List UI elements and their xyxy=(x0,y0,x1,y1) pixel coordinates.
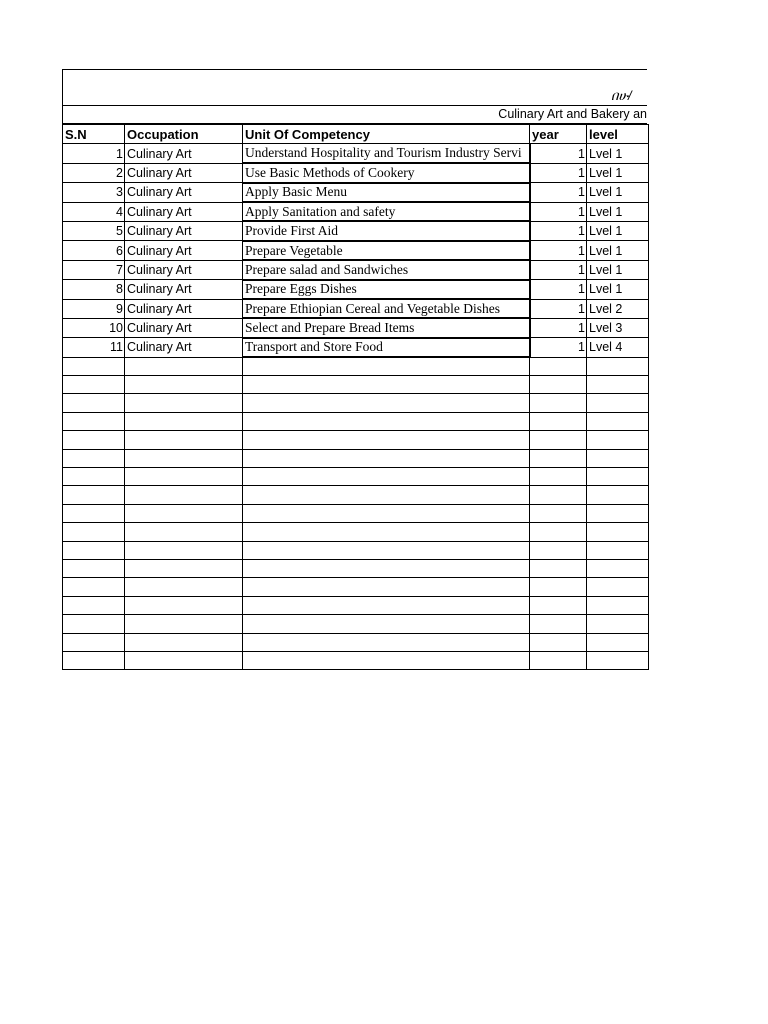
empty-cell[interactable] xyxy=(530,596,587,614)
empty-cell[interactable] xyxy=(63,449,125,467)
empty-cell[interactable] xyxy=(63,431,125,449)
empty-cell[interactable] xyxy=(125,468,243,486)
empty-row xyxy=(63,504,649,522)
empty-cell[interactable] xyxy=(125,376,243,394)
empty-cell[interactable] xyxy=(243,394,530,412)
empty-cell[interactable] xyxy=(530,633,587,651)
empty-cell[interactable] xyxy=(243,559,530,577)
empty-cell[interactable] xyxy=(530,394,587,412)
table-row xyxy=(63,202,649,221)
header-row xyxy=(63,125,649,144)
empty-row xyxy=(63,651,649,669)
cell-occupation[interactable]: Culinary Art xyxy=(125,241,243,260)
cell-unit[interactable]: Prepare Vegetable xyxy=(243,241,530,260)
cell-unit[interactable]: Apply Basic Menu xyxy=(243,183,530,202)
cell-occupation[interactable]: Culinary Art xyxy=(125,260,243,279)
cell-year[interactable]: 1 xyxy=(530,318,587,337)
table-row xyxy=(63,241,649,260)
empty-cell[interactable] xyxy=(587,449,649,467)
empty-row xyxy=(63,486,649,504)
cell-sn[interactable]: 2 xyxy=(63,163,125,182)
empty-cell[interactable] xyxy=(530,468,587,486)
cell-level[interactable]: Lvel 2 xyxy=(587,299,649,318)
empty-cell[interactable] xyxy=(125,486,243,504)
subtitle-row xyxy=(62,106,647,124)
empty-cell[interactable] xyxy=(125,541,243,559)
cell-occupation[interactable]: Culinary Art xyxy=(125,280,243,299)
empty-cell[interactable] xyxy=(243,633,530,651)
spreadsheet xyxy=(62,69,647,670)
column-header-level[interactable]: level xyxy=(587,125,649,144)
empty-cell[interactable] xyxy=(125,431,243,449)
empty-cell[interactable] xyxy=(63,651,125,669)
empty-cell[interactable] xyxy=(530,615,587,633)
empty-cell[interactable] xyxy=(530,541,587,559)
empty-row xyxy=(63,596,649,614)
empty-cell[interactable] xyxy=(243,596,530,614)
competency-table xyxy=(62,124,649,670)
cell-occupation[interactable]: Culinary Art xyxy=(125,221,243,240)
empty-cell[interactable] xyxy=(530,376,587,394)
empty-row xyxy=(63,376,649,394)
cell-sn[interactable]: 8 xyxy=(63,280,125,299)
empty-cell[interactable] xyxy=(530,357,587,375)
empty-cell[interactable] xyxy=(63,394,125,412)
cell-sn[interactable]: 1 xyxy=(63,144,125,163)
cell-occupation[interactable]: Culinary Art xyxy=(125,338,243,357)
empty-row xyxy=(63,578,649,596)
empty-cell[interactable] xyxy=(530,412,587,430)
cell-year[interactable]: 1 xyxy=(530,202,587,221)
cell-unit[interactable]: Provide First Aid xyxy=(243,221,530,240)
cell-occupation[interactable]: Culinary Art xyxy=(125,299,243,318)
empty-cell[interactable] xyxy=(63,615,125,633)
cell-occupation[interactable]: Culinary Art xyxy=(125,202,243,221)
empty-cell[interactable] xyxy=(125,412,243,430)
cell-year[interactable]: 1 xyxy=(530,163,587,182)
empty-cell[interactable] xyxy=(243,523,530,541)
cell-level[interactable]: Lvel 1 xyxy=(587,163,649,182)
cell-unit[interactable]: Select and Prepare Bread Items xyxy=(243,318,530,337)
empty-row xyxy=(63,412,649,430)
cell-level[interactable]: Lvel 1 xyxy=(587,202,649,221)
empty-cell[interactable] xyxy=(243,431,530,449)
empty-cell[interactable] xyxy=(243,357,530,375)
cell-year[interactable]: 1 xyxy=(530,144,587,163)
empty-cell[interactable] xyxy=(530,486,587,504)
empty-cell[interactable] xyxy=(63,376,125,394)
empty-cell[interactable] xyxy=(587,431,649,449)
empty-cell[interactable] xyxy=(125,633,243,651)
empty-row xyxy=(63,559,649,577)
empty-cell[interactable] xyxy=(63,633,125,651)
empty-cell[interactable] xyxy=(587,578,649,596)
cell-sn[interactable]: 5 xyxy=(63,221,125,240)
empty-cell[interactable] xyxy=(125,596,243,614)
empty-cell[interactable] xyxy=(63,523,125,541)
empty-cell[interactable] xyxy=(243,376,530,394)
empty-cell[interactable] xyxy=(587,523,649,541)
empty-cell[interactable] xyxy=(587,376,649,394)
empty-row xyxy=(63,394,649,412)
empty-cell[interactable] xyxy=(587,615,649,633)
empty-cell[interactable] xyxy=(125,357,243,375)
empty-cell[interactable] xyxy=(63,559,125,577)
table-row xyxy=(63,299,649,318)
cell-level[interactable]: Lvel 3 xyxy=(587,318,649,337)
column-header-sn[interactable]: S.N xyxy=(63,125,125,144)
empty-cell[interactable] xyxy=(63,357,125,375)
empty-cell[interactable] xyxy=(243,541,530,559)
cell-unit[interactable]: Understand Hospitality and Tourism Industry Servi xyxy=(243,144,530,163)
empty-cell[interactable] xyxy=(125,559,243,577)
cell-level[interactable]: Lvel 1 xyxy=(587,241,649,260)
empty-row xyxy=(63,468,649,486)
column-header-year[interactable]: year xyxy=(530,125,587,144)
empty-cell[interactable] xyxy=(63,468,125,486)
empty-cell[interactable] xyxy=(243,412,530,430)
table-row xyxy=(63,144,649,163)
table-row xyxy=(63,183,649,202)
empty-cell[interactable] xyxy=(125,504,243,522)
empty-cell[interactable] xyxy=(243,449,530,467)
empty-cell[interactable] xyxy=(125,523,243,541)
empty-cell[interactable] xyxy=(587,357,649,375)
empty-row xyxy=(63,541,649,559)
empty-row xyxy=(63,523,649,541)
amharic-title-fragment: በሁ/ xyxy=(611,88,632,103)
cell-occupation[interactable]: Culinary Art xyxy=(125,183,243,202)
sheet-subtitle: Culinary Art and Bakery an xyxy=(498,107,647,121)
table-row xyxy=(63,163,649,182)
cell-sn[interactable]: 3 xyxy=(63,183,125,202)
cell-level[interactable]: Lvel 1 xyxy=(587,280,649,299)
empty-cell[interactable] xyxy=(587,504,649,522)
empty-cell[interactable] xyxy=(243,504,530,522)
empty-cell[interactable] xyxy=(587,486,649,504)
cell-year[interactable]: 1 xyxy=(530,280,587,299)
cell-sn[interactable]: 11 xyxy=(63,338,125,357)
column-header-unit[interactable]: Unit Of Competency xyxy=(243,125,530,144)
cell-sn[interactable]: 6 xyxy=(63,241,125,260)
empty-cell[interactable] xyxy=(125,394,243,412)
empty-cell[interactable] xyxy=(125,651,243,669)
cell-year[interactable]: 1 xyxy=(530,338,587,357)
cell-sn[interactable]: 9 xyxy=(63,299,125,318)
cell-unit[interactable]: Transport and Store Food xyxy=(243,338,530,357)
empty-cell[interactable] xyxy=(587,412,649,430)
cell-unit[interactable]: Prepare Eggs Dishes xyxy=(243,280,530,299)
cell-unit[interactable]: Prepare salad and Sandwiches xyxy=(243,260,530,279)
empty-cell[interactable] xyxy=(63,486,125,504)
cell-level[interactable]: Lvel 4 xyxy=(587,338,649,357)
column-header-occupation[interactable]: Occupation xyxy=(125,125,243,144)
empty-row xyxy=(63,615,649,633)
empty-cell[interactable] xyxy=(243,486,530,504)
empty-cell[interactable] xyxy=(530,431,587,449)
empty-cell[interactable] xyxy=(125,449,243,467)
empty-row xyxy=(63,449,649,467)
empty-cell[interactable] xyxy=(530,651,587,669)
empty-cell[interactable] xyxy=(587,394,649,412)
empty-cell[interactable] xyxy=(530,559,587,577)
empty-cell[interactable] xyxy=(243,468,530,486)
cell-year[interactable]: 1 xyxy=(530,299,587,318)
cell-level[interactable]: Lvel 1 xyxy=(587,144,649,163)
empty-cell[interactable] xyxy=(587,468,649,486)
empty-cell[interactable] xyxy=(530,504,587,522)
table-row xyxy=(63,221,649,240)
empty-cell[interactable] xyxy=(587,651,649,669)
cell-unit[interactable]: Use Basic Methods of Cookery xyxy=(243,163,530,182)
cell-sn[interactable]: 7 xyxy=(63,260,125,279)
cell-occupation[interactable]: Culinary Art xyxy=(125,163,243,182)
empty-row xyxy=(63,633,649,651)
empty-cell[interactable] xyxy=(587,541,649,559)
empty-cell[interactable] xyxy=(587,633,649,651)
empty-cell[interactable] xyxy=(63,412,125,430)
empty-cell[interactable] xyxy=(63,541,125,559)
cell-year[interactable]: 1 xyxy=(530,260,587,279)
empty-cell[interactable] xyxy=(587,596,649,614)
empty-cell[interactable] xyxy=(125,578,243,596)
empty-row xyxy=(63,357,649,375)
empty-cell[interactable] xyxy=(125,615,243,633)
cell-occupation[interactable]: Culinary Art xyxy=(125,318,243,337)
title-row xyxy=(62,69,647,106)
empty-cell[interactable] xyxy=(243,578,530,596)
cell-year[interactable]: 1 xyxy=(530,183,587,202)
empty-cell[interactable] xyxy=(530,449,587,467)
cell-level[interactable]: Lvel 1 xyxy=(587,260,649,279)
table-row xyxy=(63,338,649,357)
empty-cell[interactable] xyxy=(530,578,587,596)
empty-cell[interactable] xyxy=(243,615,530,633)
cell-year[interactable]: 1 xyxy=(530,221,587,240)
cell-unit[interactable]: Prepare Ethiopian Cereal and Vegetable Dishes xyxy=(243,299,530,318)
cell-year[interactable]: 1 xyxy=(530,241,587,260)
cell-sn[interactable]: 10 xyxy=(63,318,125,337)
cell-occupation[interactable]: Culinary Art xyxy=(125,144,243,163)
table-row xyxy=(63,260,649,279)
table-row xyxy=(63,280,649,299)
empty-row xyxy=(63,431,649,449)
cell-level[interactable]: Lvel 1 xyxy=(587,221,649,240)
empty-cell[interactable] xyxy=(587,559,649,577)
empty-cell[interactable] xyxy=(530,523,587,541)
empty-cell[interactable] xyxy=(63,596,125,614)
table-row xyxy=(63,318,649,337)
cell-sn[interactable]: 4 xyxy=(63,202,125,221)
empty-cell[interactable] xyxy=(63,578,125,596)
empty-cell[interactable] xyxy=(63,504,125,522)
empty-cell[interactable] xyxy=(243,651,530,669)
cell-level[interactable]: Lvel 1 xyxy=(587,183,649,202)
cell-unit[interactable]: Apply Sanitation and safety xyxy=(243,202,530,221)
